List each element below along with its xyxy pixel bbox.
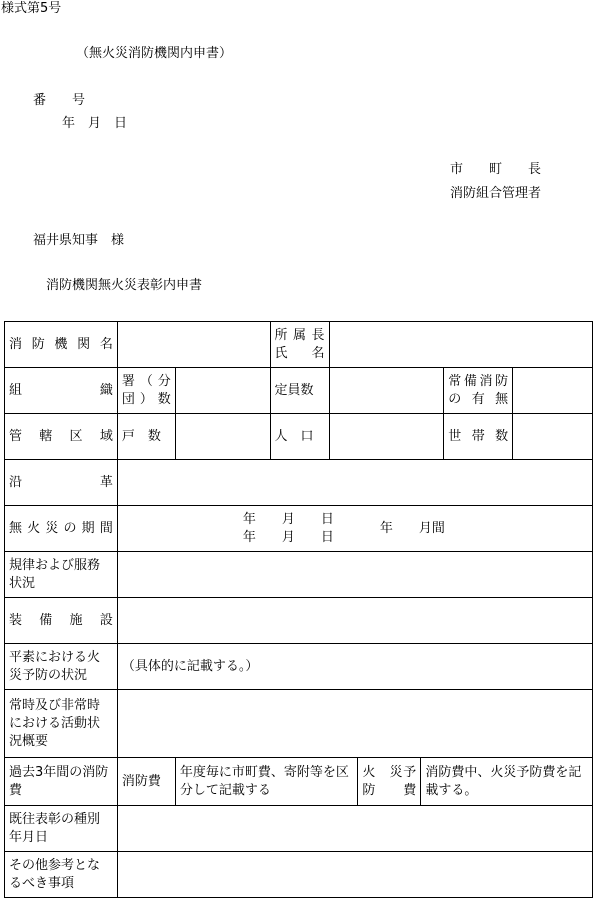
table-row (5, 852, 593, 898)
other-notes-value[interactable] (117, 852, 592, 898)
application-form-table (4, 321, 593, 898)
date-line: 年 月 日 (62, 116, 128, 131)
period-start-date: 年 月 日 (242, 511, 334, 527)
form-number: 様式第5号 (1, 1, 62, 16)
document-subtitle: （無火災消防機関内申書） (76, 46, 233, 61)
setai-label: 世帯数 (444, 414, 513, 460)
addressee: 福井県知事 様 (33, 233, 125, 248)
fire-free-period-label: 無火災の期間 (5, 506, 118, 552)
population-value[interactable] (329, 414, 444, 460)
fulltime-fire-value[interactable] (513, 368, 593, 414)
fire-prevention-label: 平素における火災予防の状況 (5, 644, 118, 690)
table-row (5, 598, 593, 644)
stations-count-label: 署（分団）数 (117, 368, 175, 414)
past-awards-label: 既往表彰の種別年月日 (5, 806, 118, 852)
table-row (5, 644, 593, 690)
past-awards-value[interactable] (117, 806, 592, 852)
association-manager-line: 消防組合管理者 (450, 186, 542, 201)
chief-name-label: 所属長氏 名 (270, 322, 329, 368)
fulltime-fire-label: 常備消防の有無 (444, 368, 513, 414)
table-row (5, 690, 593, 758)
activity-overview-label: 常時及び非常時における活動状況概要 (5, 690, 118, 758)
table-row (5, 552, 593, 598)
table-row (5, 414, 593, 460)
chief-name-value[interactable] (329, 322, 593, 368)
prevention-cost-label: 火 災予防費 (358, 758, 421, 806)
quota-label: 定員数 (270, 368, 329, 414)
discipline-label: 規律および服務状況 (5, 552, 118, 598)
mayor-line: 市 町 長 (450, 162, 542, 177)
number-line: 番 号 (33, 93, 86, 108)
agency-name-value[interactable] (117, 322, 270, 368)
agency-name-label: 消防機関名 (5, 322, 118, 368)
jurisdiction-label: 管轄区域 (5, 414, 118, 460)
households-value[interactable] (175, 414, 270, 460)
prevention-cost-note: 消防費中、火災予防費を記載する。 (421, 758, 593, 806)
table-row (5, 368, 593, 414)
fire-cost-note: 年度毎に市町費、寄附等を区分して記載する (175, 758, 358, 806)
discipline-value[interactable] (117, 552, 592, 598)
equipment-value[interactable] (117, 598, 592, 644)
population-label: 人 口 (270, 414, 329, 460)
history-label: 沿革 (5, 460, 118, 506)
fire-prevention-note[interactable]: （具体的に記載する。） (117, 644, 592, 690)
organization-label: 組織 (5, 368, 118, 414)
quota-value[interactable] (329, 368, 444, 414)
table-row (5, 460, 593, 506)
fire-costs-label: 過去3年間の消防費 (5, 758, 118, 806)
history-value[interactable] (117, 460, 592, 506)
table-row (5, 322, 593, 368)
other-notes-label: その他参考となるべき事項 (5, 852, 118, 898)
fire-free-period-value[interactable] (117, 506, 592, 552)
table-row (5, 758, 593, 806)
fire-cost-label: 消防費 (117, 758, 175, 806)
activity-overview-value[interactable] (117, 690, 592, 758)
households-label: 戸 数 (117, 414, 175, 460)
stations-count-value[interactable] (175, 368, 270, 414)
table-row (5, 506, 593, 552)
period-years-months: 年 月間 (379, 520, 445, 536)
table-row (5, 806, 593, 852)
document-title: 消防機関無火災表彰内申書 (46, 278, 203, 293)
period-end-date: 年 月 日 (242, 529, 334, 545)
setai-value[interactable] (513, 414, 593, 460)
equipment-label: 装備施設 (5, 598, 118, 644)
